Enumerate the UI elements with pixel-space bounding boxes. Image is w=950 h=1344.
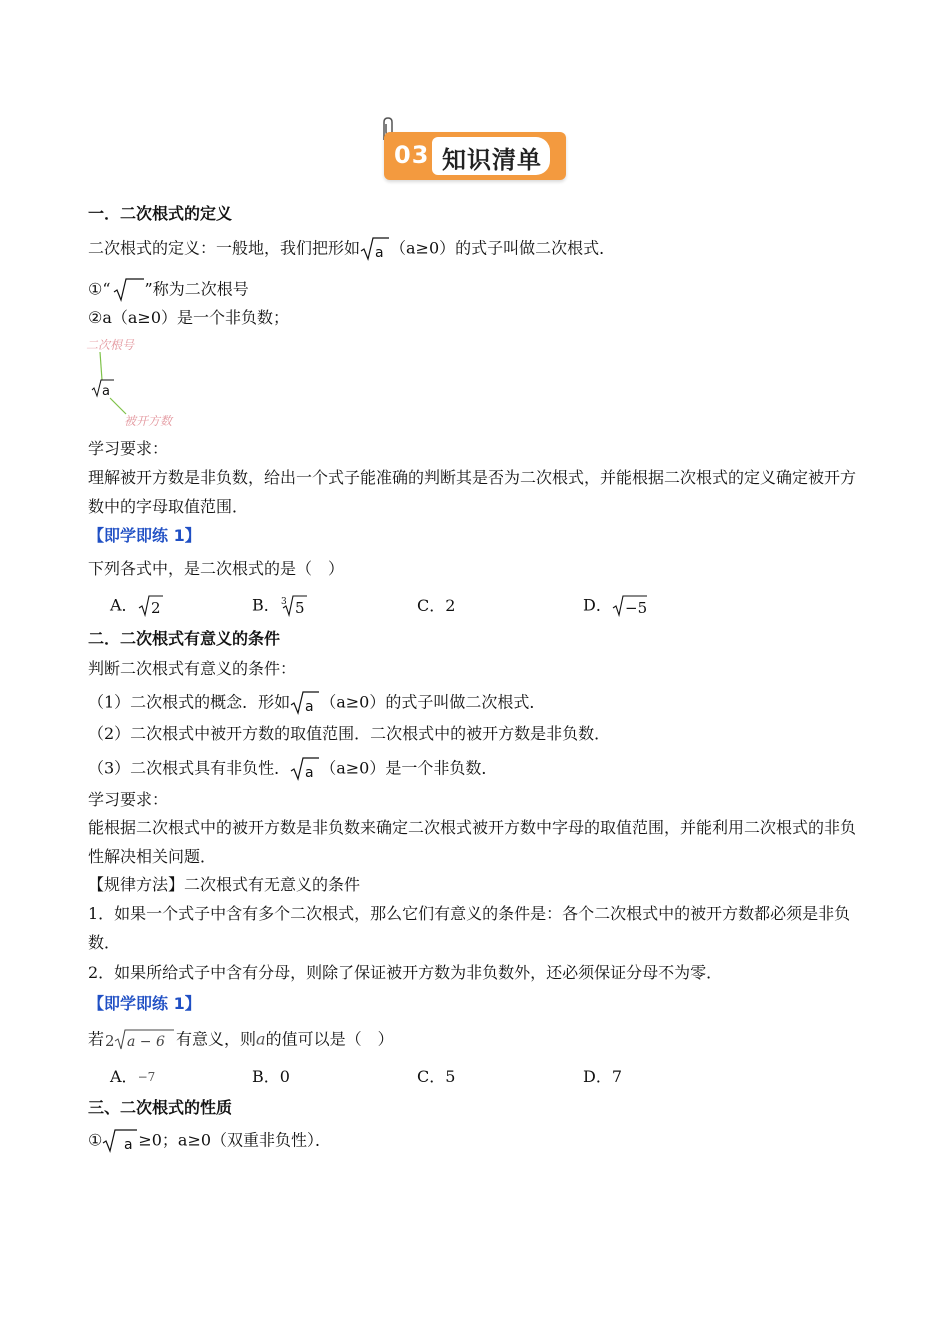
option-cube-root <box>280 594 308 618</box>
section2-practice-label: 【即学即练 1】 <box>88 994 201 1013</box>
definition-condition: （a≥0）的式子叫做二次根式． <box>390 238 616 258</box>
section1-heading: 一．二次根式的定义 <box>88 204 233 223</box>
section1-requirement-text: 理解被开方数是非负数，给出一个式子能准确的判断其是否为二次根式，并能根据二次根式的定义确定被开方数中的字母取值范围． <box>88 468 857 516</box>
banner-title: 知识清单 <box>442 146 542 174</box>
section2-requirement-label: 学习要求： <box>88 790 169 809</box>
option-label: C． <box>417 1067 446 1086</box>
condition1-post: （a≥0）的式子叫做二次根式． <box>320 692 546 712</box>
option-label: D． <box>583 1067 612 1086</box>
section2-heading: 二．二次根式有意义的条件 <box>88 629 281 648</box>
section1-question: 下列各式中，是二次根式的是（ ） <box>88 559 345 578</box>
question-variable: a <box>256 1029 266 1049</box>
section2-requirement-text: 能根据二次根式中的被开方数是非负数来确定二次根式被开方数中字母的取值范围，并能利用二次根式的非负性解决相关问题． <box>88 818 857 866</box>
radical-expression <box>290 756 320 782</box>
radicand: a <box>375 245 384 261</box>
svg-text:a − 6: a − 6 <box>127 1034 165 1050</box>
svg-text:3: 3 <box>280 597 287 607</box>
method-label: 【规律方法】二次根式有无意义的条件 <box>88 875 361 894</box>
svg-text:−5: −5 <box>624 599 647 617</box>
section3-property1 <box>88 1128 331 1154</box>
method-item1: 1．如果一个式子中含有多个二次根式，那么它们有意义的条件是：各个二次根式中的被开方数都必须是非负数． <box>88 904 851 952</box>
radical-sign-symbol <box>111 277 145 303</box>
radical-expression <box>290 690 320 716</box>
section1-item1 <box>88 277 249 303</box>
question-middle: 有意义，则 <box>176 1029 257 1049</box>
option-value: 5 <box>445 1067 456 1086</box>
svg-text:a: a <box>305 765 314 781</box>
item1-text: ”称为二次根号 <box>144 279 249 299</box>
svg-text:a: a <box>305 699 314 715</box>
svg-text:2: 2 <box>150 599 161 617</box>
radical-expression <box>102 1128 138 1154</box>
question-expression <box>104 1028 176 1052</box>
option-radical <box>138 594 164 618</box>
option-label: D． <box>583 595 612 615</box>
option-label: A． <box>110 1067 138 1086</box>
radical-expression <box>360 236 390 262</box>
item1-prefix: ①“ <box>88 279 111 299</box>
svg-text:a: a <box>124 1137 133 1153</box>
section3-heading: 三、二次根式的性质 <box>88 1098 233 1117</box>
banner-number: 03 <box>394 141 430 169</box>
option-value: 7 <box>611 1067 623 1086</box>
property1-prefix: ① <box>88 1130 103 1150</box>
method-item2: 2．如果所给式子中含有分母，则除了保证被开方数为非负数外，还必须保证分母不为零． <box>88 963 723 982</box>
section-banner <box>384 132 568 182</box>
section2-condition2: （2）二次根式中被开方数的取值范围．二次根式中的被开方数是非负数． <box>88 724 611 743</box>
condition3-text: （3）二次根式具有非负性． <box>88 758 291 778</box>
option-value: −7 <box>137 1070 156 1084</box>
question-prefix: 若 <box>88 1029 105 1049</box>
section2-condition1 <box>88 690 545 716</box>
option-label: B． <box>252 1067 280 1086</box>
option-value: 2 <box>445 596 456 615</box>
option-value: 0 <box>279 1067 290 1086</box>
condition3-post: （a≥0）是一个非负数． <box>320 758 498 778</box>
annotation-radicand: a <box>102 384 110 399</box>
option-b[interactable] <box>252 1067 290 1087</box>
svg-text:5: 5 <box>294 599 305 617</box>
property1-text: ≥0；a≥0（双重非负性）． <box>138 1130 332 1150</box>
section1-definition <box>88 236 615 262</box>
option-a[interactable] <box>110 1067 155 1087</box>
condition1-text: （1）二次根式的概念．形如 <box>88 692 291 712</box>
section1-practice-label: 【即学即练 1】 <box>88 526 201 545</box>
option-d[interactable] <box>583 594 648 618</box>
section2-question <box>88 1028 394 1052</box>
section2-intro: 判断二次根式有意义的条件： <box>88 659 297 678</box>
section1-requirement-label: 学习要求： <box>88 439 169 458</box>
section1-item2: ②a（a≥0）是一个非负数； <box>88 308 290 327</box>
annotation-radicand-label: 被开方数 <box>124 414 173 428</box>
option-b[interactable] <box>252 594 308 618</box>
annotation-radical-label: 二次根号 <box>86 338 135 352</box>
option-radical <box>612 594 648 618</box>
definition-text: 二次根式的定义：一般地，我们把形如 <box>88 238 361 258</box>
option-label: B． <box>252 595 280 615</box>
option-label: C． <box>417 596 446 615</box>
section2-condition3 <box>88 756 497 782</box>
option-label: A． <box>110 595 138 615</box>
option-c[interactable] <box>417 1067 455 1087</box>
question-suffix: 的值可以是（ ） <box>265 1029 394 1049</box>
option-a[interactable] <box>110 594 164 618</box>
option-d[interactable] <box>583 1067 622 1087</box>
svg-text:2: 2 <box>105 1032 115 1050</box>
option-c[interactable] <box>417 596 455 616</box>
radical-annotation-figure <box>84 334 184 432</box>
